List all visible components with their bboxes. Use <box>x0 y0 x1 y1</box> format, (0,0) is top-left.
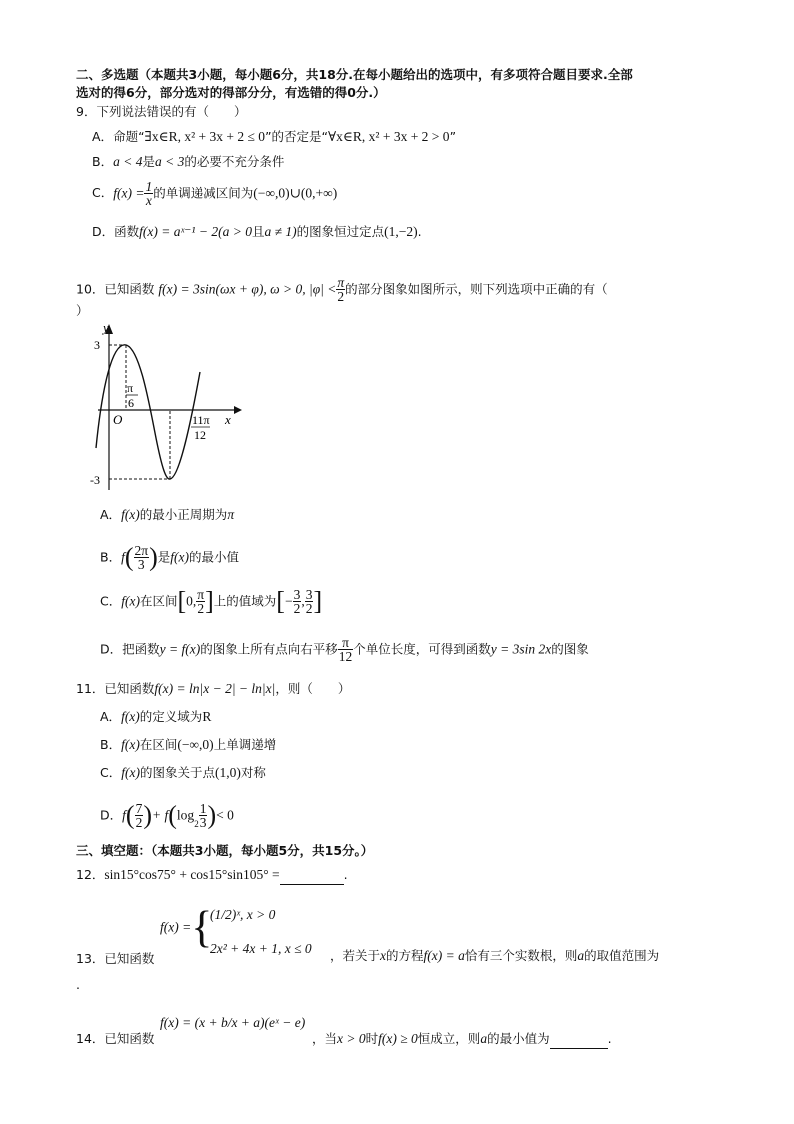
option-label: C． <box>100 593 122 609</box>
tick-11pi-12-num: 11π <box>192 413 210 427</box>
q10-stem: 10．已知函数 f(x) = 3sin(ωx + φ), ω > 0, |φ| < $\frac{\pi}{2}$ 的部分图象如图所示，则下列选项中正确的有（ <box>76 275 608 304</box>
q9-option-c: C．f(x) = $\frac{1}{x}$ 的单调递减区间为(−∞,0)∪(0,+∞) <box>92 179 338 208</box>
tick-11pi-12-den: 12 <box>194 428 206 442</box>
q13-end: . <box>76 977 80 992</box>
q9-stem: 9．下列说法错误的有（ ） <box>76 104 247 119</box>
section-2-title: 二、多选题（本题共3小题，每小题6分，共18分.在每小题给出的选项中，有多项符合题目要求.全部 <box>76 67 633 82</box>
option-label: A． <box>100 709 122 724</box>
q13-stem-cont: ，若关于x的方程f(x) = a恰有三个实数根，则a的取值范围为 <box>330 948 660 963</box>
option-label: D． <box>100 807 123 823</box>
q10-stem-cont: ） <box>76 303 89 318</box>
option-label: B． <box>100 737 122 752</box>
section-2-title-cont: 选对的得6分，部分选对的得部分分，有选错的得0分.） <box>76 85 386 100</box>
q13-case-2: 2x² + 4x + 1, x ≤ 0 <box>210 941 312 956</box>
option-label: C． <box>92 185 114 200</box>
option-label: A． <box>92 129 114 144</box>
option-label: B． <box>92 154 114 169</box>
q14-stem-cont: ，当x > 0时f(x) ≥ 0恒成立，则a的最小值为 . <box>312 1030 612 1049</box>
q10-option-b: B．f( $\frac{2\pi}{3}$ )是f(x)的最小值 <box>100 542 240 572</box>
option-label: D． <box>100 641 123 657</box>
tick-pi-6-den: 6 <box>128 396 134 410</box>
option-label: A． <box>100 507 122 522</box>
q11-option-c: C．f(x)的图象关于点(1,0)对称 <box>100 765 266 780</box>
option-label: D． <box>92 224 115 239</box>
q13-stem: 13．已知函数 <box>76 951 155 966</box>
origin-label: O <box>113 412 123 427</box>
q14-stem: 14．已知函数 <box>76 1031 155 1046</box>
q10-option-c: C．f(x)在区间[0, $\frac{\pi}{2}$ ]上的值域为[− $\frac{3}{2}$ , $\frac{3}{2}$ ] <box>100 586 323 616</box>
q11-stem: 11．已知函数f(x) = ln|x − 2| − ln|x|，则（ ） <box>76 681 351 696</box>
q9-option-d: D．函数f(x) = aˣ⁻¹ − 2(a > 0且a ≠ 1)的图象恒过定点(1,−2). <box>92 224 422 239</box>
q11-option-d: D．f( $\frac{7}{2}$ )+ $f(\log_2$ $\frac{1}{3}$ )< 0 <box>100 800 234 830</box>
y-axis-label: y <box>103 320 109 335</box>
y-max-label: 3 <box>94 338 100 352</box>
answer-blank[interactable] <box>550 1030 608 1049</box>
tick-pi-6-num: π <box>127 381 134 395</box>
q9-option-b: B．a < 4是a < 3的必要不充分条件 <box>92 154 285 169</box>
q14-function-def: f(x) = (x + b/x + a)(eˣ − e) <box>160 1015 306 1030</box>
option-label: C． <box>100 765 122 780</box>
q9-option-a: A．命题“∃x∈R, x² + 3x + 2 ≤ 0”的否定是“∀x∈R, x² + 3x + 2 > 0” <box>92 129 457 144</box>
x-axis-arrow <box>234 406 242 414</box>
q13-case-1: (1/2)ˣ, x > 0 <box>210 907 276 922</box>
q10-function-graph <box>88 318 248 498</box>
q12-stem: 12．sin15°cos75° + cos15°sin105° = . <box>76 866 348 885</box>
answer-blank[interactable] <box>280 866 344 885</box>
q11-option-a: A．f(x)的定义域为R <box>100 709 212 724</box>
y-min-label: -3 <box>90 473 100 487</box>
sine-curve <box>96 345 200 479</box>
q11-option-b: B．f(x)在区间(−∞,0)上单调递增 <box>100 737 277 752</box>
x-axis-label: x <box>225 412 231 427</box>
q10-option-a: A．f(x)的最小正周期为π <box>100 507 235 522</box>
q13-function-def: f(x) ={ <box>160 902 213 952</box>
q10-option-d: D．把函数y = f(x)的图象上所有点向右平移 $\frac{\pi}{12}$ 个单位长度，可得到函数y = 3sin 2x的图象 <box>100 635 589 664</box>
option-label: B． <box>100 549 122 565</box>
section-3-title: 三、填空题：（本题共3小题，每小题5分，共15分。） <box>76 843 374 858</box>
